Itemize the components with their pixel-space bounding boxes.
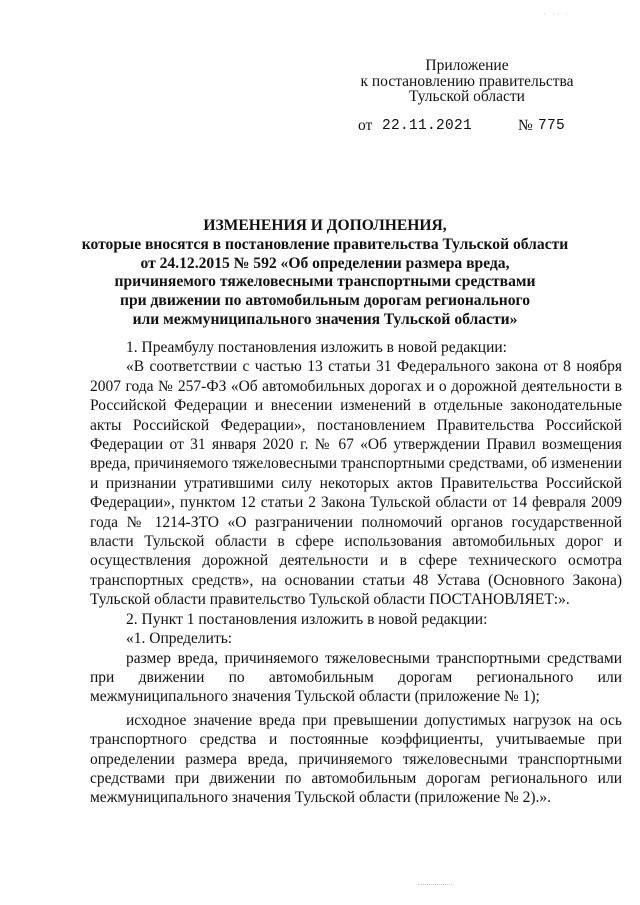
document-title <box>80 217 570 330</box>
scan-artifact-bottom <box>418 884 452 885</box>
act-date: 22.11.2021 <box>382 118 473 134</box>
title-line-6: или межмуниципального значения Тульской области» <box>132 310 518 328</box>
title-line-5: при движении по автомобильным дорогам регионального <box>119 292 531 310</box>
date-prefix: от <box>358 117 373 134</box>
document-body <box>90 338 622 808</box>
title-line-4: причиняемого тяжеловесными транспортными средствами <box>114 273 536 291</box>
title-line-2: которые вносятся в постановление правительства Тульской области <box>81 235 569 253</box>
appendix-label: Приложение <box>425 57 509 74</box>
number-prefix: № <box>518 117 533 134</box>
title-line-1: ИЗМЕНЕНИЯ И ДОПОЛНЕНИЯ, <box>203 217 447 234</box>
title-line-3: от 24.12.2015 № 592 «Об определении размера вреда, <box>140 254 510 272</box>
appendix-resolution-ref: к постановлению правительства <box>360 72 574 90</box>
item-2-define: «1. Определить: <box>126 630 233 648</box>
appendix-region: Тульской области <box>409 88 525 105</box>
preamble-text: «В соответствии с частью 13 статьи 31 Федерального закона от 8 ноября 2007 года № 257-ФЗ «Об автомобильных дорогах и о дорожной деятельности в Российской Федерации и внесении изменений в отдельные законодательные акты Российской Федерации», постановлением Правительства Российской Федерации от 31 января 2020 г. № 67 «Об утверждении Правил возмещения вреда, причиняемого тяжеловесными транспортными средствами, об изменении и признании утратившими силу некоторых актов Правительства Российской Федерации», пунктом 12 статьи 2 Закона Тульской области от 14 февраля 2009 года № 1214-ЗТО «О разграничении полномочий органов государственной власти Тульской области в сфере использования автомобильных дорог и осуществления дорожной деятельности и в сфере технического осмотра транспортных средств», на основании статьи 48 Устава (Основного Закона) Тульской области правительство Тульской области ПОСТАНОВЛЯЕТ:». <box>90 358 622 609</box>
appendix-header <box>352 58 582 105</box>
item-1-intro: 1. Преамбулу постановления изложить в новой редакции: <box>126 339 507 356</box>
scan-artifact-top: · ·· · <box>543 10 570 19</box>
item-2-intro: 2. Пункт 1 постановления изложить в новой редакции: <box>126 610 488 628</box>
item-2-paragraph-2: исходное значение вреда при превышении допустимых нагрузок на ось транспортного средства и постоянные коэффициенты, учитываемые при определении размера вреда, причиняемого тяжеловесными транспортными средствами при движении по автомобильным дорогам регионального или межмуниципального значения Тульской области (приложение № 2).». <box>90 711 622 807</box>
act-number: 775 <box>538 118 566 134</box>
item-2-paragraph-1: размер вреда, причиняемого тяжеловесными транспортными средствами при движении по автомобильным дорогам регионального или межмуниципального значения Тульской области (приложение № 1); <box>90 649 622 706</box>
